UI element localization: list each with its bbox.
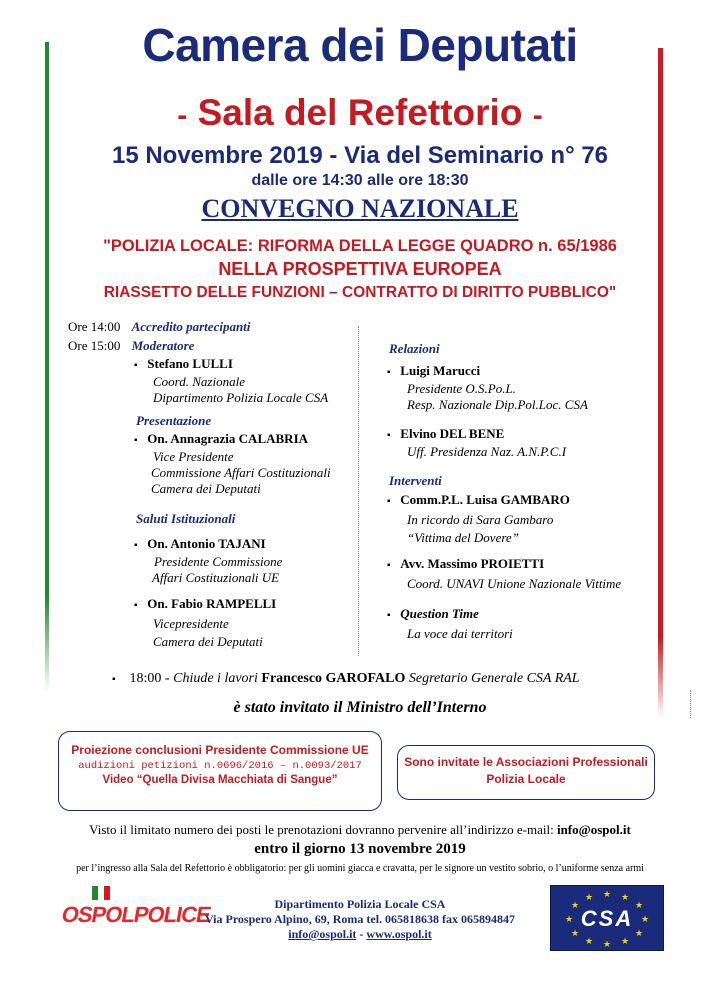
star-icon: ★ <box>621 892 630 902</box>
bullet-icon: ▪ <box>387 367 391 378</box>
relazioni-label: Relazioni <box>389 341 440 356</box>
subtitle-dash-left: - <box>177 99 188 132</box>
star-icon: ★ <box>571 900 580 910</box>
box-line: audizioni petizioni n.0696/2016 – n.0093/2017 <box>78 760 362 772</box>
column-divider <box>358 326 359 656</box>
footer-links <box>190 927 530 942</box>
star-icon: ★ <box>641 914 650 924</box>
closing-line <box>112 671 580 687</box>
speaker-delbene <box>387 426 566 460</box>
star-icon: ★ <box>635 928 644 938</box>
footer-department: Dipartimento Polizia Locale CSA <box>274 897 446 911</box>
time-label: Ore 15:00 <box>68 338 121 353</box>
bullet-icon: ▪ <box>387 496 391 507</box>
speaker-role: Presidente O.S.Po.L. <box>407 381 516 396</box>
closing-action: Chiude i lavori <box>173 671 258 686</box>
booking-note <box>0 822 720 838</box>
minister-invite: è stato invitato il Ministro dell’Interno <box>233 699 487 716</box>
presentazione-label: Presentazione <box>136 413 212 428</box>
ospol-logo-text: OSPOLPOLICE <box>59 902 213 927</box>
speaker-name: Luigi Marucci <box>400 363 481 378</box>
speaker-role: Presidente Commissione <box>154 554 283 569</box>
event-times: dalle ore 14:30 alle ore 18:30 <box>251 172 469 189</box>
venue-name: Sala del Refettorio <box>197 92 523 133</box>
footer-web-link[interactable]: www.ospol.it <box>366 927 432 941</box>
speaker-lulli <box>134 356 328 406</box>
box-line: Video “Quella Divisa Macchiata di Sangue” <box>102 774 338 786</box>
speaker-name: Question Time <box>400 606 479 621</box>
star-icon: ★ <box>621 936 630 946</box>
italian-flag-icon <box>92 886 110 900</box>
speaker-role: Commissione Affari Costituzionali <box>151 465 331 480</box>
booking-deadline: entro il giorno 13 novembre 2019 <box>254 841 466 857</box>
speaker-role: Dipartimento Polizia Locale CSA <box>153 390 329 405</box>
speaker-name: On. Annagrazia CALABRIA <box>147 431 309 446</box>
star-icon: ★ <box>585 892 594 902</box>
speaker-tajani <box>134 536 282 586</box>
box-line: Sono invitate le Associazioni Professionali <box>404 755 648 769</box>
green-stripe <box>45 42 49 692</box>
box-line: Proiezione conclusioni Presidente Commissione UE <box>71 743 369 757</box>
dress-code-note: per l’ingresso alla Sala del Refettorio è obbligatorio: per gli uomini giacca e cravatta, per le signore un vestito sobrio, o l’uniforme senza armi <box>76 863 644 874</box>
saluti-label: Saluti Istituzionali <box>136 511 236 526</box>
bullet-icon: ▪ <box>387 430 391 441</box>
closing-role: Segretario Generale CSA RAL <box>408 671 580 686</box>
speaker-gambaro <box>387 492 570 546</box>
speaker-name: Stefano LULLI <box>147 356 233 371</box>
question-time <box>387 606 513 642</box>
accredito-label: Accredito partecipanti <box>131 319 251 334</box>
footer-address: Via Prospero Alpino, 69, Roma tel. 065818638 fax 065894847 <box>204 912 516 926</box>
csa-logo-text: CSA <box>580 906 634 931</box>
star-icon: ★ <box>571 928 580 938</box>
subtitle-dash-right: - <box>532 99 543 132</box>
venue-subtitle <box>0 92 720 134</box>
speaker-role: Resp. Nazionale Dip.Pol.Loc. CSA <box>407 397 588 412</box>
booking-email-link[interactable]: info@ospol.it <box>556 822 631 837</box>
star-icon: ★ <box>585 936 594 946</box>
bullet-icon: ▪ <box>134 360 138 371</box>
speaker-role: In ricordo di Sara Gambaro <box>407 512 554 527</box>
convegno-heading: CONVEGNO NAZIONALE <box>201 194 519 223</box>
speaker-name: On. Fabio RAMPELLI <box>147 596 277 611</box>
footer-separator: - <box>356 927 367 941</box>
closing-name: Francesco GAROFALO <box>261 671 406 686</box>
speaker-role: Vicepresidente <box>153 616 229 631</box>
footer-email-link[interactable]: info@ospol.it <box>288 927 357 941</box>
star-icon: ★ <box>603 939 612 949</box>
theme-line-3: RIASSETTO DELLE FUNZIONI – CONTRATTO DI DIRITTO PUBBLICO" <box>103 284 617 301</box>
event-dateline: 15 Novembre 2019 - Via del Seminario n° 76 <box>111 142 609 169</box>
speaker-role: Uff. Presidenza Naz. A.N.P.C.I <box>407 444 567 459</box>
speaker-role: Coord. UNAVI Unione Nazionale Vittime <box>407 576 622 591</box>
theme-line-1: "POLIZIA LOCALE: RIFORMA DELLA LEGGE QUADRO n. 65/1986 <box>103 237 617 255</box>
video-projection-box <box>58 731 382 811</box>
speaker-proietti <box>387 556 621 592</box>
speaker-role: Vice Presidente <box>153 449 234 464</box>
speaker-name: Elvino DEL BENE <box>400 426 505 441</box>
bullet-icon: ▪ <box>134 600 138 611</box>
theme-line-2: NELLA PROSPETTIVA EUROPEA <box>218 259 502 279</box>
booking-text: Visto il limitato numero dei posti le prenotazioni dovranno pervenire all’indirizzo e-mail: <box>89 822 554 837</box>
speaker-role: Affari Costituzionali UE <box>152 570 280 585</box>
bullet-icon: ▪ <box>387 560 391 571</box>
speaker-role: La voce dai territori <box>407 626 513 641</box>
ospol-police-logo <box>59 886 213 942</box>
speaker-marucci <box>387 363 588 413</box>
speaker-role: Camera dei Deputati <box>153 634 263 649</box>
bullet-icon: ▪ <box>112 674 116 685</box>
program-row-accredito <box>68 319 250 335</box>
speaker-name: On. Antonio TAJANI <box>147 536 266 551</box>
interventi-label: Interventi <box>389 473 442 488</box>
speaker-name: Comm.P.L. Luisa GAMBARO <box>400 492 570 507</box>
program-row-moderatore <box>68 338 194 354</box>
star-icon: ★ <box>635 900 644 910</box>
bullet-icon: ▪ <box>134 435 138 446</box>
time-label: Ore 14:00 <box>68 319 121 334</box>
page-title: Camera dei Deputati <box>142 19 578 71</box>
closing-time: 18:00 - <box>129 671 170 686</box>
speaker-calabria <box>134 431 331 497</box>
speaker-role: Camera dei Deputati <box>151 481 261 496</box>
speaker-role: “Vittima del Dovere” <box>407 530 519 545</box>
bullet-icon: ▪ <box>387 610 391 621</box>
star-icon: ★ <box>565 914 574 924</box>
box-line: Polizia Locale <box>486 772 566 786</box>
star-icon: ★ <box>603 889 612 899</box>
footer-contacts <box>190 897 530 942</box>
speaker-rampelli <box>134 596 276 650</box>
csa-logo <box>550 885 664 951</box>
bullet-icon: ▪ <box>134 540 138 551</box>
moderatore-label: Moderatore <box>131 338 195 353</box>
associations-box <box>397 745 655 800</box>
speaker-name: Avv. Massimo PROIETTI <box>400 556 545 571</box>
speaker-role: Coord. Nazionale <box>153 374 245 389</box>
